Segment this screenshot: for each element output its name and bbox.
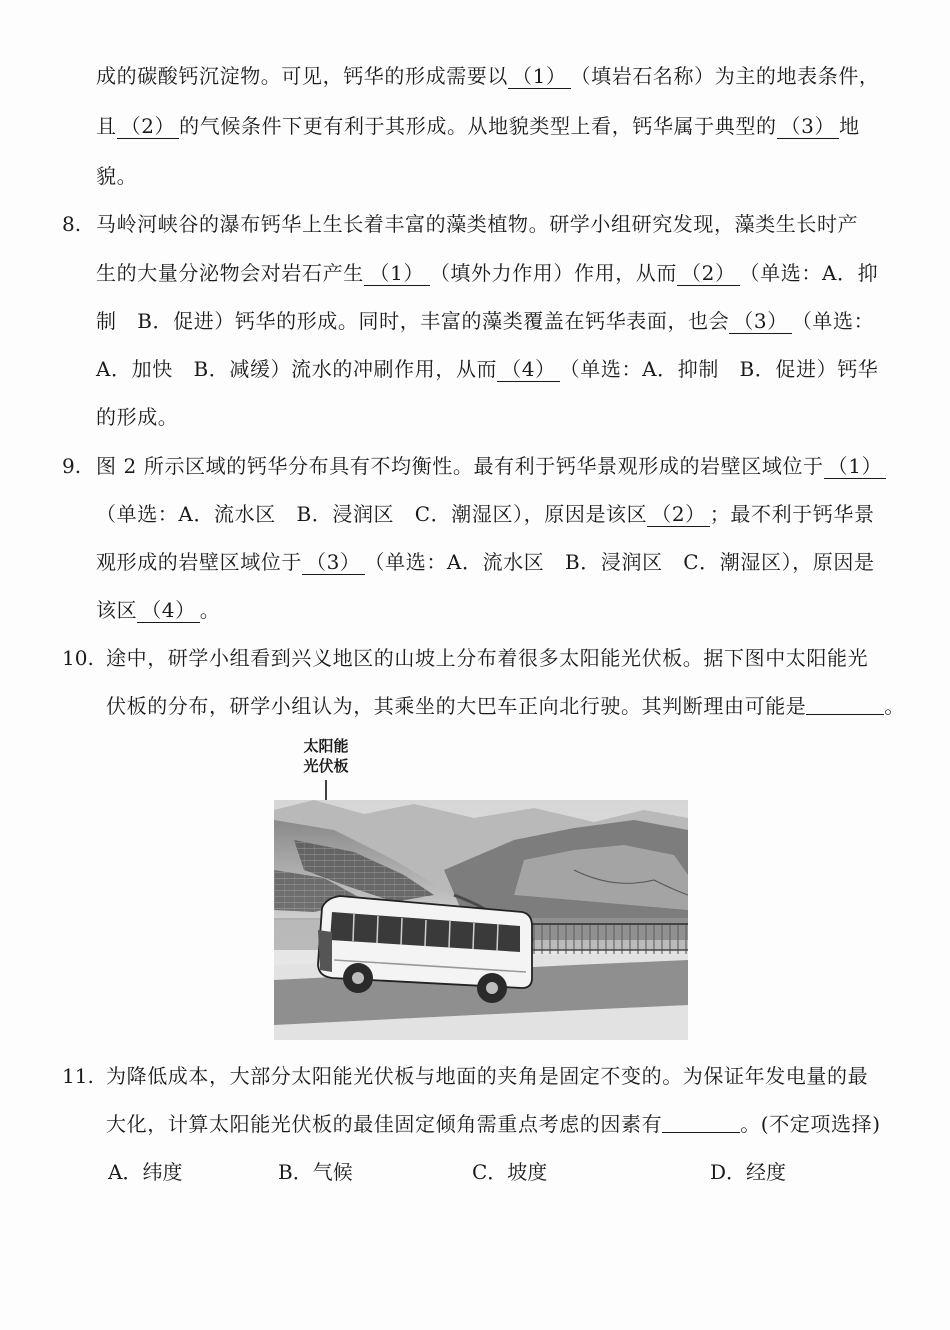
q11-number: 11. — [62, 1064, 94, 1088]
q11-line-2: 大化，计算太阳能光伏板的最佳固定倾角需重点考虑的因素有 。(不定项选择) — [106, 1112, 881, 1136]
q9-blank-1[interactable]: （1） — [824, 454, 886, 479]
q8-blank-2[interactable]: （2） — [677, 261, 740, 286]
q9-blank-4[interactable]: （4） — [137, 598, 200, 623]
q9-line-1: 图 2 所示区域的钙华分布具有不均衡性。最有利于钙华景观形成的岩壁区域位于 （1） — [96, 452, 886, 480]
q7-blank-2[interactable]: （2） — [117, 114, 180, 139]
q7-blank-3[interactable]: （3） — [777, 114, 840, 139]
q11-line-1: 为降低成本，大部分太阳能光伏板与地面的夹角是固定不变的。为保证年发电量的最 — [106, 1064, 869, 1088]
q8-blank-3[interactable]: （3） — [729, 309, 792, 334]
q10-number: 10. — [62, 646, 94, 670]
q10-line-1: 途中，研学小组看到兴义地区的山坡上分布着很多太阳能光伏板。据下图中太阳能光 — [106, 646, 869, 670]
q10-answer-blank[interactable] — [806, 692, 884, 715]
q11-option-c[interactable]: C．坡度 — [472, 1160, 548, 1184]
q8-blank-1[interactable]: （1） — [364, 261, 430, 286]
q9-line-3: 观形成的岩壁区域位于 （3） （单选：A．流水区 B．浸润区 C．潮湿区），原因是 — [96, 550, 875, 574]
q11-answer-blank[interactable] — [662, 1110, 740, 1133]
q8-line-4: A．加快 B．减缓）流水的冲刷作用，从而 （4） （单选：A．抑制 B．促进）钙华 — [96, 357, 879, 381]
figure-label: 太阳能 光伏板 — [303, 737, 349, 775]
q7-blank-1[interactable]: （1） — [508, 64, 571, 89]
q8-number: 8. — [62, 212, 82, 236]
q8-line-5: 的形成。 — [96, 405, 179, 429]
bus-solar-panel-photo — [274, 800, 688, 1040]
q7-line-3: 貌。 — [96, 164, 138, 188]
q9-line-2: （单选：A．流水区 B．浸润区 C．潮湿区），原因是该区 （2） ；最不利于钙华景 — [96, 502, 875, 526]
q8-line-1: 马岭河峡谷的瀑布钙华上生长着丰富的藻类植物。研学小组研究发现，藻类生长时产 — [96, 212, 859, 236]
q8-blank-4[interactable]: （4） — [497, 357, 560, 382]
q10-line-2: 伏板的分布，研学小组认为，其乘坐的大巴车正向北行驶。其判断理由可能是 。 — [106, 694, 906, 718]
q8-line-3: 制 B．促进）钙华的形成。同时，丰富的藻类覆盖在钙华表面，也会 （3） （单选： — [96, 309, 875, 333]
q11-option-a[interactable]: A．纬度 — [108, 1160, 183, 1184]
q11-option-b[interactable]: B．气候 — [278, 1160, 353, 1184]
q9-blank-3[interactable]: （3） — [302, 550, 365, 575]
q9-line-4: 该区 （4） 。 — [96, 598, 221, 622]
q9-blank-2[interactable]: （2） — [647, 502, 710, 527]
q7-line-1: 成的碳酸钙沉淀物。可见，钙华的形成需要以 （1） （填岩石名称）为主的地表条件， — [96, 64, 880, 88]
q11-option-d[interactable]: D．经度 — [710, 1160, 787, 1184]
q9-number: 9. — [62, 454, 82, 478]
q7-line-2: 且 （2） 的气候条件下更有利于其形成。从地貌类型上看，钙华属于典型的 （3） 地 — [96, 114, 860, 138]
q8-line-2: 生的大量分泌物会对岩石产生 （1） （填外力作用）作用，从而 （2） （单选：A．抑 — [96, 261, 879, 285]
